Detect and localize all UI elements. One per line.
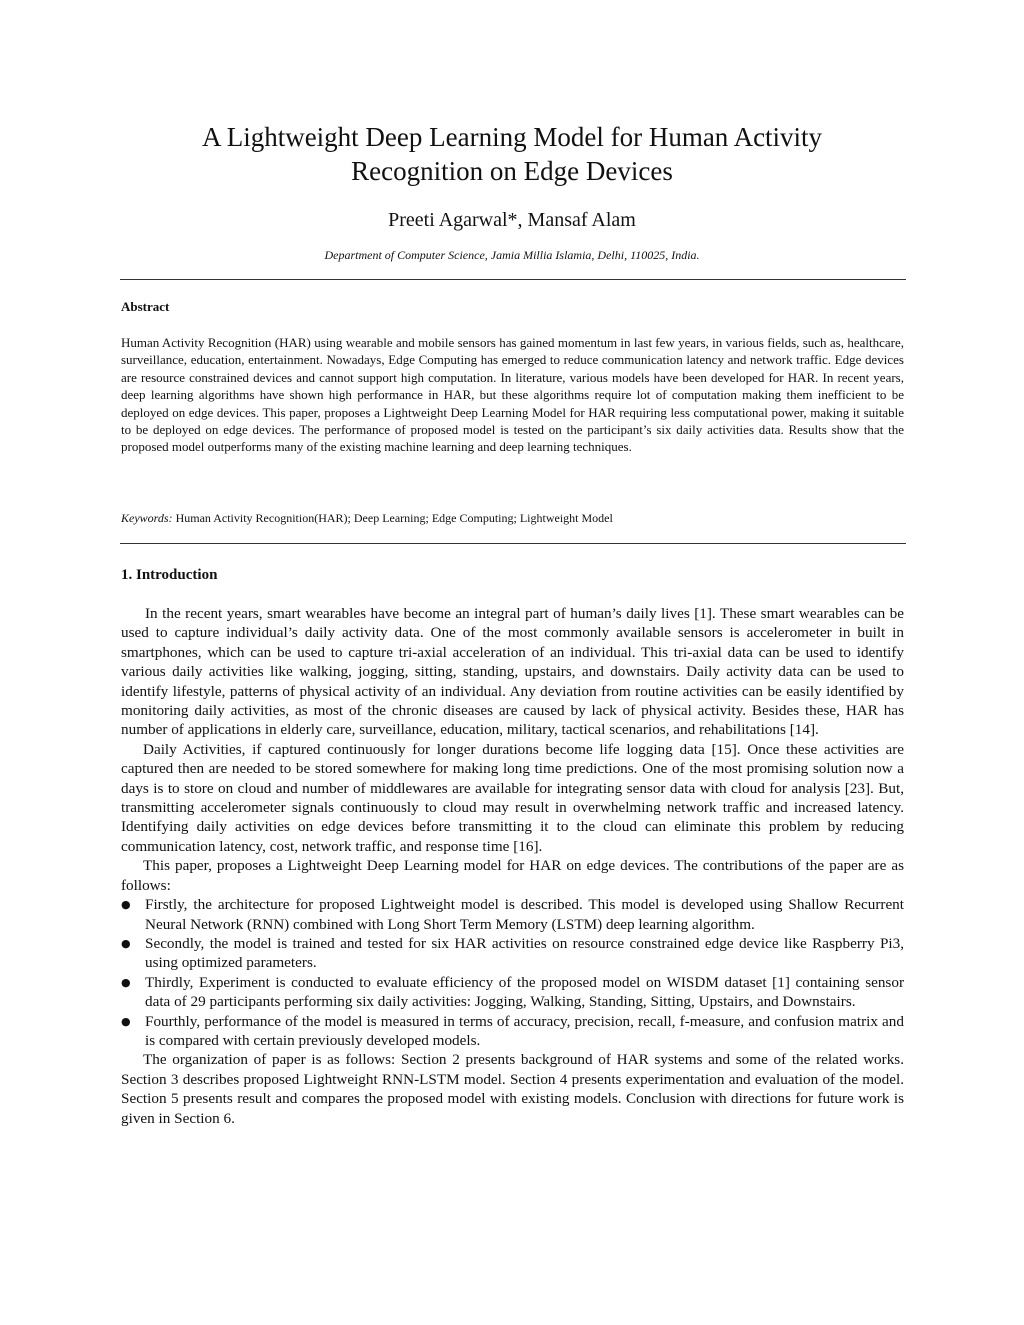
title-line-1: A Lightweight Deep Learning Model for Human Activity (201, 122, 823, 152)
intro-paragraph-1: In the recent years, smart wearables have become an integral part of human’s daily lives [1]. These smart wearables can be used to capture individual’s daily activity data. One of the most commonly available sensors is accelerometer in built in smartphones, which can be used to capture tri-axial acceleration of an individual. This tri-axial data can be used to identify various daily activities like walking, jogging, sitting, standing, upstairs, and downstairs. Daily activity data can be used to identify lifestyle, patterns of physical activity of an individual. Any deviation from routine activities can be easily identified by monitoring daily activities, as most of the chronic diseases are caused by lack of physical activity. Besides these, HAR has number of applications in elderly care, surveillance, education, military, tactical scenarios, and rehabilitations [14]. (121, 605, 904, 739)
list-item-text: Thirdly, Experiment is conducted to evaluate efficiency of the proposed model on WISDM dataset [1] containing sensor data of 29 participants performing six daily activities: Jogging, Walking, Standing, Sitting, Upstairs, and Downstairs. (145, 973, 904, 1011)
list-item (121, 895, 904, 934)
bullet-icon: ● (121, 936, 131, 950)
contributions-list (121, 895, 904, 1050)
authors: Preeti Agarwal*, Mansaf Alam (388, 209, 636, 231)
keywords-divider (120, 543, 906, 544)
bullet-icon: ● (121, 975, 131, 989)
list-item-text: Fourthly, performance of the model is measured in terms of accuracy, precision, recall, f-measure, and confusion matrix and is compared with certain previously developed models. (145, 1012, 904, 1049)
keywords (121, 510, 904, 527)
top-divider (120, 279, 906, 280)
list-item (121, 1012, 904, 1051)
abstract-heading: Abstract (121, 299, 170, 314)
affiliation: Department of Computer Science, Jamia Millia Islamia, Delhi, 110025, India. (324, 248, 700, 262)
abstract-text: Human Activity Recognition (HAR) using wearable and mobile sensors has gained momentum in last few years, in various fields, such as, healthcare, surveillance, education, entertainment. Nowadays, Edge Computing has emerged to reduce communication latency and network traffic. Edge devices are resource constrained devices and cannot support high computation. In literature, various models have been developed for HAR. In recent years, deep learning algorithms have shown high performance in HAR, but these algorithms require lot of computation making them inefficient to be deployed on edge devices. This paper, proposes a Lightweight Deep Learning Model for HAR requiring less computational power, making it suitable to be deployed on edge devices. The performance of proposed model is tested on the participant’s six daily activities data. Results show that the proposed model outperforms many of the existing machine learning and deep learning techniques. (121, 335, 904, 455)
keywords-text: Human Activity Recognition(HAR); Deep Learning; Edge Computing; Lightweight Model (175, 511, 613, 525)
list-item (121, 973, 904, 1012)
bullet-icon: ● (121, 1014, 131, 1028)
list-item-text: Secondly, the model is trained and tested for six HAR activities on resource constrained edge device like Raspberry Pi3, using optimized parameters. (145, 934, 904, 972)
list-item-text: Firstly, the architecture for proposed Lightweight model is described. This model is developed using Shallow Recurrent Neural Network (RNN) combined with Long Short Term Memory (LSTM) deep learning algorithm. (145, 896, 904, 933)
paper-title (120, 120, 904, 188)
intro-paragraph-3: This paper, proposes a Lightweight Deep Learning model for HAR on edge devices. The contributions of the paper are as follows: (121, 857, 904, 894)
keywords-label: Keywords: (121, 511, 173, 525)
section-heading-introduction: 1. Introduction (121, 567, 218, 583)
list-item (121, 934, 904, 973)
title-line-2: Recognition on Edge Devices (351, 156, 673, 186)
intro-paragraph-2: Daily Activities, if captured continuously for longer durations become life logging data [15]. Once these activities are captured then are needed to be stored somewhere for making long time predictions. One of the most promising solution now a days is to store on cloud and number of middlewares are available for integrating sensor data with cloud for analysis [23]. But, transmitting accelerometer signals continuously to cloud may result in overwhelming network traffic and increased latency. Identifying daily activities on edge devices before transmitting it to the cloud can eliminate this problem by reducing communication latency, cost, network traffic, and response time [16]. (121, 740, 904, 855)
bullet-icon: ● (121, 898, 131, 912)
introduction-body (121, 604, 904, 1128)
intro-paragraph-4: The organization of paper is as follows: Section 2 presents background of HAR systems and some of the related works. Section 3 describes proposed Lightweight RNN-LSTM model. Section 4 presents experimentation and evaluation of the model. Section 5 presents result and compares the proposed model with existing models. Conclusion with directions for future work is given in Section 6. (121, 1051, 904, 1127)
